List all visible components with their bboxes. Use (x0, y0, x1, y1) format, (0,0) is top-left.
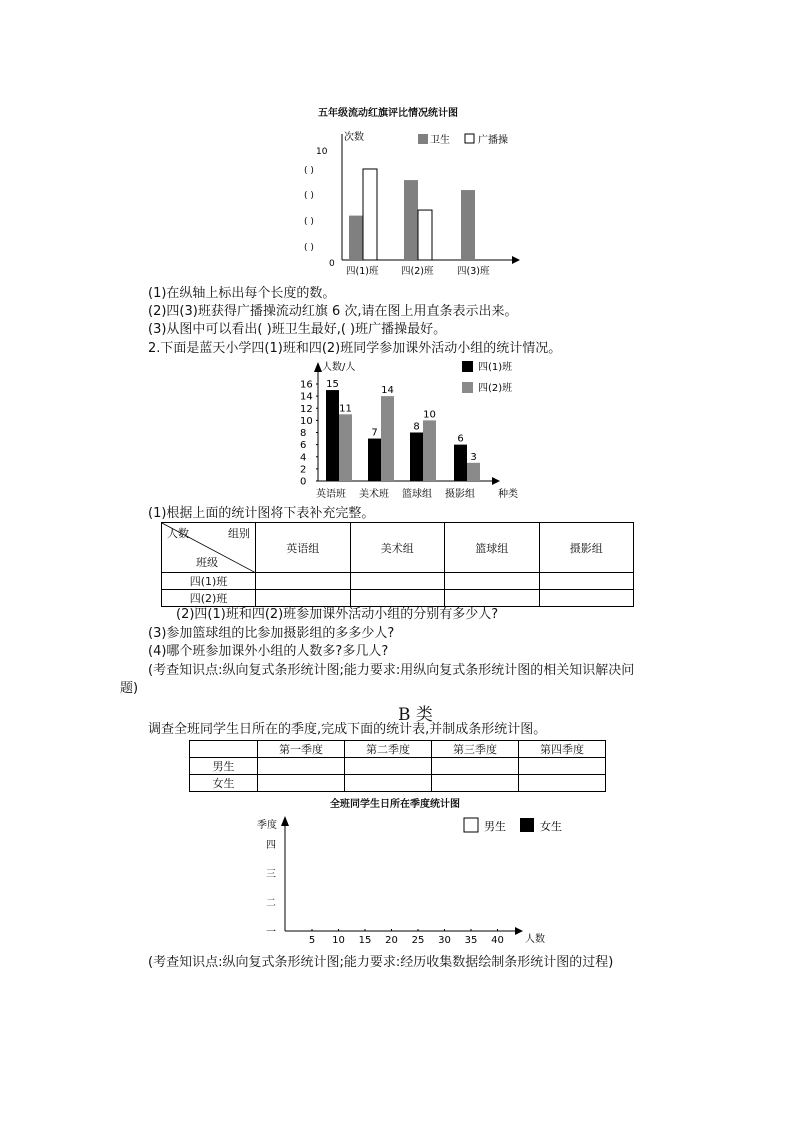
table-cell[interactable] (432, 758, 519, 775)
table-cell[interactable] (350, 573, 445, 590)
corner-label-class: 班级 (196, 556, 218, 569)
table-corner-cell (190, 741, 258, 758)
chart2-data-label: 10 (423, 409, 436, 421)
chart2-ytick: 0 (300, 476, 307, 488)
chart1-xtick: 四(3)班 (457, 266, 490, 277)
chart3-legend-boys: 男生 (484, 820, 506, 833)
table-row-label: 男生 (190, 758, 258, 775)
chart3-xtick: 30 (438, 935, 451, 946)
chart3-xtick: 40 (491, 935, 504, 946)
corner-label-count: 人数 (167, 527, 189, 540)
chart2-ytick: 16 (300, 379, 313, 391)
chart2-y-arrow (314, 362, 322, 372)
table-header-cell: 第三季度 (432, 741, 519, 758)
chart3-legend-swatch-girls (520, 818, 534, 832)
table-header-cell: 第四季度 (519, 741, 606, 758)
chart2-ytick: 2 (300, 464, 307, 476)
table-cell[interactable] (256, 573, 351, 590)
chart1-bar (349, 216, 363, 260)
chart1-ylabel: 次数 (344, 132, 364, 143)
chart2-ytick: 12 (300, 403, 313, 415)
chart1-title: 五年级流动红旗评比情况统计图 (318, 108, 458, 119)
chart1-legend-hygiene: 卫生 (430, 135, 450, 146)
chart2-ytick: 14 (300, 391, 313, 403)
chart2-x-arrow (492, 477, 500, 485)
chart2-xtick: 摄影组 (445, 489, 475, 500)
table-cell[interactable] (258, 775, 345, 792)
table-cell[interactable] (539, 590, 634, 607)
chart2-xlabel: 种类 (498, 489, 518, 500)
chart3-xlabel: 人数 (525, 934, 545, 945)
table-corner-cell (162, 523, 256, 573)
chart1-legend-swatch-hygiene (418, 134, 428, 144)
chart2-legend-class1: 四(1)班 (478, 362, 513, 373)
chart1-xtick: 四(1)班 (346, 266, 379, 277)
table-row-label: 女生 (190, 775, 258, 792)
chart2-bar (368, 439, 381, 481)
chart2-bar (410, 433, 423, 482)
table-cell[interactable] (345, 758, 432, 775)
chart2-xtick: 英语班 (316, 489, 346, 500)
table-header-cell: 英语组 (256, 523, 351, 573)
q1-item-2: (2)四(3)班获得广播操流动红旗 6 次,请在图上用直条表示出来。 (148, 304, 518, 319)
chart3-title: 全班同学生日所在季度统计图 (330, 799, 460, 810)
chart2-bar (381, 396, 394, 481)
chart2-ytick: 4 (300, 452, 307, 464)
chart3-x-arrow (515, 927, 523, 935)
q2-sub1: (1)根据上面的统计图将下表补充完整。 (148, 506, 375, 521)
chart3-svg (252, 812, 572, 950)
chart2-bar (454, 445, 467, 481)
chart1-bar (404, 180, 418, 260)
chart3-xtick: 5 (308, 935, 316, 946)
table-cell[interactable] (519, 758, 606, 775)
chart1-svg (290, 124, 530, 282)
chart2-xtick: 篮球组 (402, 489, 432, 500)
table-row-label: 四(2)班 (162, 590, 256, 607)
chart3-legend-swatch-boys (464, 818, 478, 832)
chart2-ytick: 8 (300, 428, 307, 439)
chart2-xtick: 美术班 (359, 489, 389, 500)
chart3-xtick: 20 (385, 935, 398, 946)
chart3-ytick: 三 (266, 869, 276, 880)
chart3-xtick: 15 (358, 935, 372, 946)
chart3-ytick: 一 (266, 927, 276, 938)
chart3-legend-girls: 女生 (540, 820, 562, 833)
class-group-table (161, 522, 634, 607)
chart1-ytick-0: 0 (329, 259, 335, 269)
chart2-bar (467, 463, 480, 481)
chart1-bar (418, 210, 432, 260)
chart1-bar (363, 169, 377, 260)
corner-label-group: 组别 (228, 527, 250, 540)
chart2-data-label: 15 (326, 379, 339, 391)
chart2-bar (326, 390, 339, 481)
chart2-data-label: 11 (339, 403, 352, 415)
chart1-ytick-blank: ( ) (304, 217, 314, 227)
chart1-legend-exercise: 广播操 (478, 135, 508, 146)
chart2-ytick: 6 (300, 440, 307, 452)
table-header-cell: 第二季度 (345, 741, 432, 758)
table-cell[interactable] (539, 573, 634, 590)
table-cell[interactable] (345, 775, 432, 792)
q2-sub2: (2)四(1)班和四(2)班参加课外活动小组的分别有多少人? (176, 607, 499, 622)
chart3-ytick: 四 (266, 840, 276, 851)
chart2-svg (294, 358, 534, 504)
chart1-ytick-10: 10 (316, 147, 328, 157)
chart2-data-label: 8 (413, 421, 420, 433)
chart3-xtick: 10 (332, 935, 345, 946)
chart1-ytick-blank: ( ) (304, 191, 314, 201)
chart2-data-label: 7 (371, 427, 378, 439)
chart1-x-arrow (512, 256, 520, 264)
chart3-y-arrow (281, 816, 289, 826)
chart2-legend-class2: 四(2)班 (478, 383, 513, 394)
q2-sub4: (4)哪个班参加课外小组的人数多?多几人? (148, 644, 389, 659)
table-cell[interactable] (519, 775, 606, 792)
chart2-legend-swatch-class1 (462, 361, 473, 372)
table-cell[interactable] (256, 590, 351, 607)
section-b-title: B 类 (398, 705, 433, 725)
table-cell[interactable] (258, 758, 345, 775)
table-cell[interactable] (432, 775, 519, 792)
chart2-ytick: 10 (300, 415, 313, 427)
chart3-xtick: 35 (464, 935, 478, 946)
table-header-cell: 美术组 (350, 523, 445, 573)
chart1-ytick-blank: ( ) (304, 166, 314, 176)
chart2-data-label: 3 (470, 451, 477, 463)
table-header-cell: 篮球组 (445, 523, 540, 573)
chart1-legend-swatch-exercise (465, 134, 474, 143)
q2-note-line1: (考查知识点:纵向复式条形统计图;能力要求:用纵向复式条形统计图的相关知识解决问 (148, 663, 635, 678)
section-b-note: (考查知识点:纵向复式条形统计图;能力要求:经历收集数据绘制条形统计图的过程) (148, 955, 614, 970)
q1-item-3: (3)从图中可以看出( )班卫生最好,( )班广播操最好。 (148, 322, 447, 337)
section-b-intro: 调查全班同学生日所在的季度,完成下面的统计表,并制成条形统计图。 (148, 722, 547, 737)
chart1-ytick-blank: ( ) (304, 243, 314, 253)
table-cell[interactable] (350, 590, 445, 607)
chart2-bar (339, 414, 352, 481)
table-row-label: 四(1)班 (162, 573, 256, 590)
q2-sub3: (3)参加篮球组的比参加摄影组的多多少人? (148, 626, 395, 641)
chart2-ylabel: 人数/人 (322, 362, 356, 373)
table-header-cell: 第一季度 (258, 741, 345, 758)
chart1-xtick: 四(2)班 (401, 266, 434, 277)
chart2-data-label: 14 (381, 385, 394, 397)
table-cell[interactable] (445, 573, 540, 590)
q2-note-line2: 题) (120, 681, 139, 696)
birthday-table (189, 740, 606, 792)
table-cell[interactable] (445, 590, 540, 607)
q2-intro: 2.下面是蓝天小学四(1)班和四(2)班同学参加课外活动小组的统计情况。 (148, 341, 562, 356)
chart3-ytick: 二 (266, 898, 276, 909)
chart3-ylabel: 季度 (257, 820, 277, 831)
q1-item-1: (1)在纵轴上标出每个长度的数。 (148, 286, 336, 301)
table-header-cell: 摄影组 (539, 523, 634, 573)
chart2-bar (423, 420, 436, 481)
chart1-bar (461, 190, 475, 260)
chart2-data-label: 6 (457, 433, 464, 445)
chart2-legend-swatch-class2 (462, 382, 473, 393)
chart3-xtick: 25 (411, 935, 425, 946)
